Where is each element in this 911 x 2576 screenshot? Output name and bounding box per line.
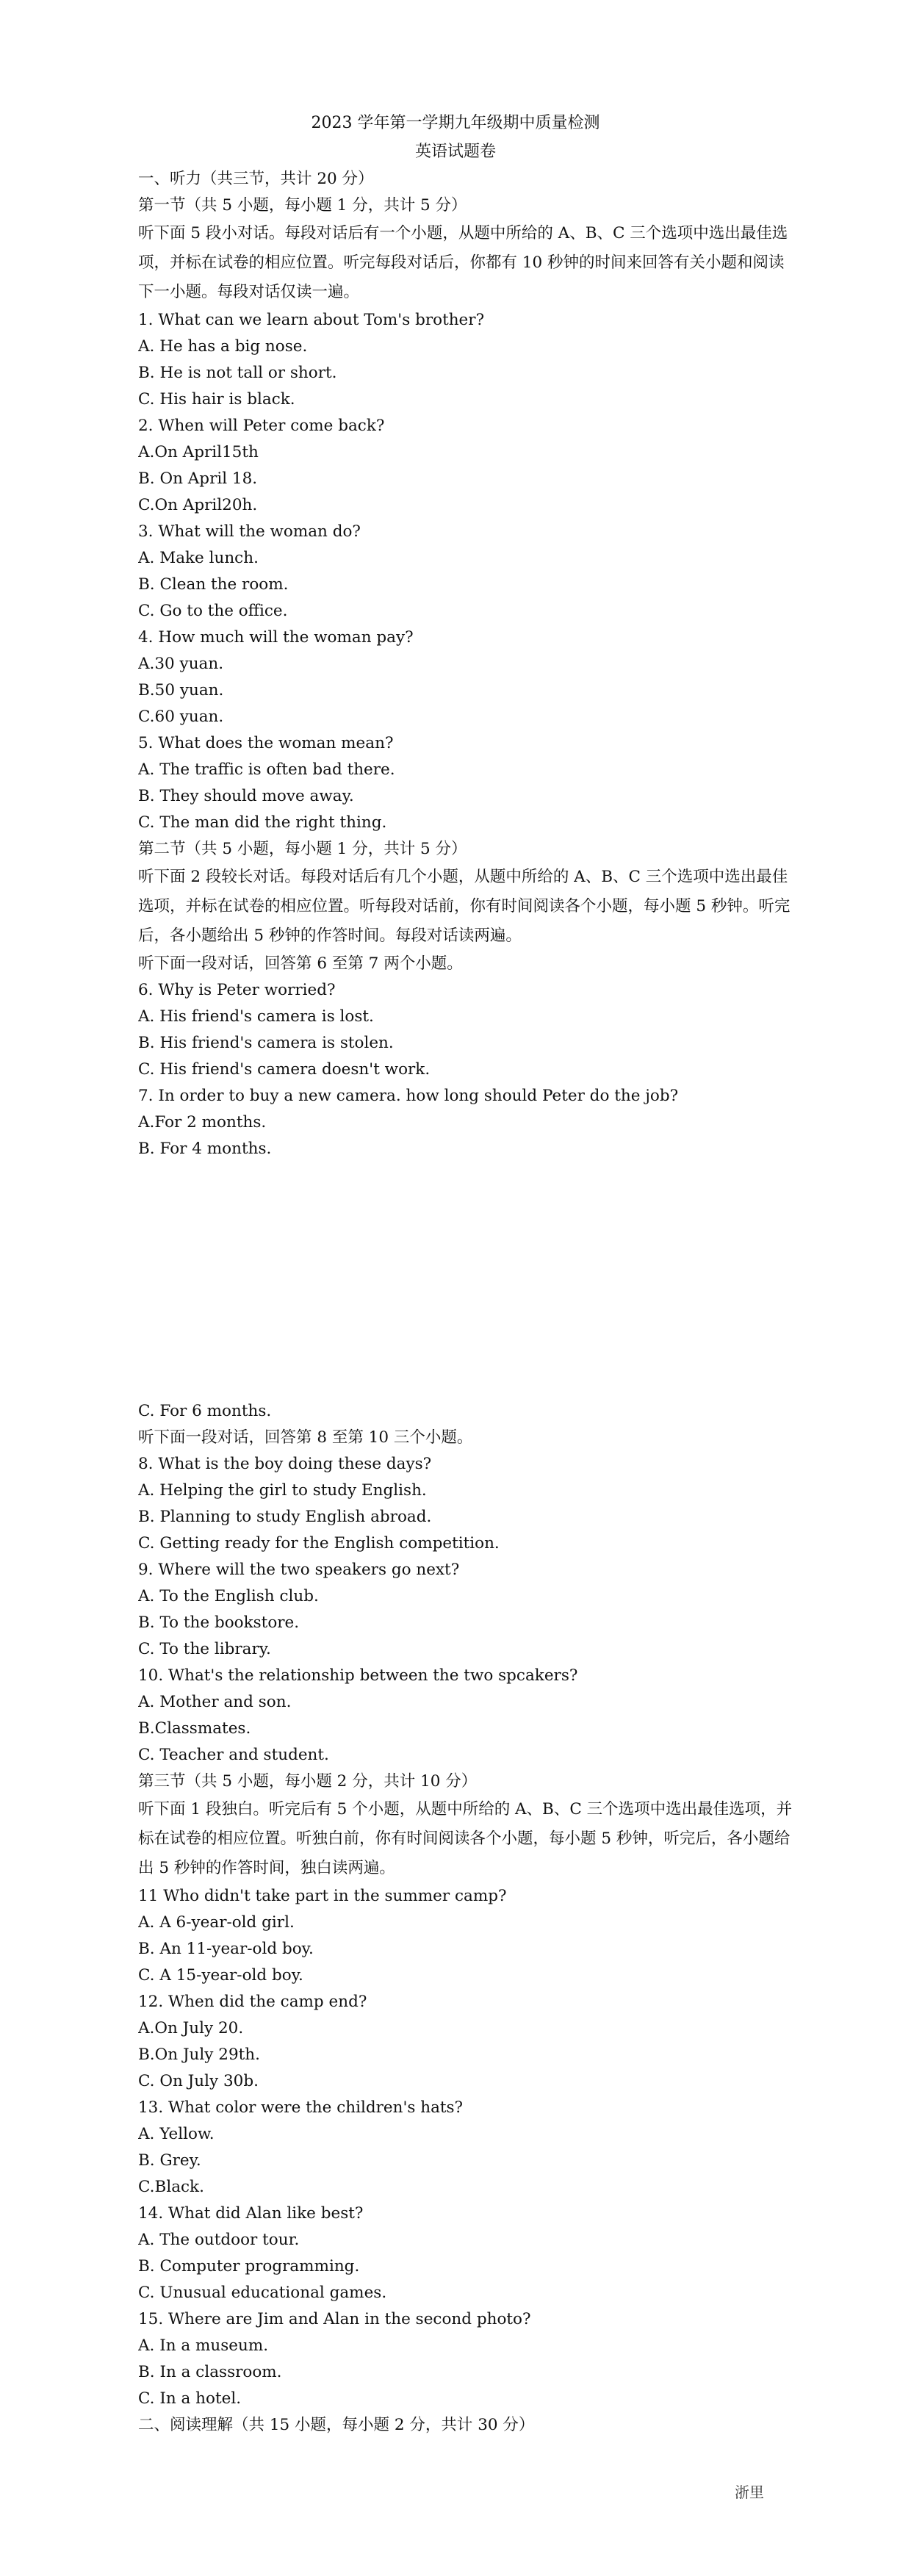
option-a: A. Mother and son. (138, 1693, 292, 1711)
option-c: C. Go to the office. (138, 602, 288, 620)
option-b: B. Grey. (138, 2151, 201, 2170)
option-b: B. An 11-year-old boy. (138, 1940, 314, 1958)
section-instructions-2: 听下面 2 段较长对话。每段对话后有几个小题，从题中所给的 A、B、C 三个选项中选出最佳选项，并标在试卷的相应位置。听每段对话前，你有时间阅读各个小题，每小题 5 秒钟。听完后，各小题给出 5 秒钟的作答时间。每段对话读两遍。 (138, 868, 791, 945)
page-title: 2023 学年第一学期九年级期中质量检测 (311, 114, 600, 132)
part-heading-listening: 一、听力（共三节，共计 20 分） (138, 170, 374, 188)
question-stem: 15. Where are Jim and Alan in the second photo? (138, 2310, 531, 2328)
option-a: A. Yellow. (138, 2125, 215, 2143)
option-b: B. He is not tall or short. (138, 364, 337, 382)
option-c: C. The man did the right thing. (138, 813, 387, 832)
option-a: A. He has a big nose. (138, 337, 308, 356)
option-a: A.On July 20. (138, 2019, 244, 2037)
option-b: B. They should move away. (138, 787, 354, 805)
option-c: C. Teacher and student. (138, 1746, 329, 1764)
option-a: A. A 6-year-old girl. (138, 1913, 295, 1932)
option-c: C.60 yuan. (138, 708, 224, 726)
option-b: B.Classmates. (138, 1719, 251, 1738)
option-b: B.On July 29th. (138, 2046, 260, 2064)
option-a: A.30 yuan. (138, 655, 224, 673)
option-a: A. Make lunch. (138, 549, 259, 567)
option-b: B.50 yuan. (138, 681, 224, 699)
section-instructions-3: 听下面 1 段独白。听完后有 5 个小题，从题中所给的 A、B、C 三个选项中选出最佳选项，并标在试卷的相应位置。听独白前，你有时间阅读各个小题，每小题 5 秒钟，听完后，各小题给出 5 秒钟的作答时间，独白读两遍。 (138, 1800, 793, 1877)
footer-watermark: 浙里 (735, 2483, 764, 2501)
question-stem: 1. What can we learn about Tom's brother? (138, 311, 485, 329)
question-stem: 14. What did Alan like best? (138, 2204, 364, 2223)
option-c: C. For 6 months. (138, 1402, 272, 1420)
question-stem: 3. What will the woman do? (138, 522, 361, 541)
dialogue-intro: 听下面一段对话，回答第 6 至第 7 两个小题。 (138, 954, 463, 973)
question-stem: 13. What color were the children's hats? (138, 2098, 464, 2117)
question-stem: 2. When will Peter come back? (138, 417, 385, 435)
question-stem: 4. How much will the woman pay? (138, 628, 414, 647)
question-stem: 11 Who didn't take part in the summer camp? (138, 1887, 507, 1905)
question-stem: 6. Why is Peter worried? (138, 981, 336, 999)
option-a: A. The outdoor tour. (138, 2231, 300, 2249)
question-stem: 8. What is the boy doing these days? (138, 1455, 432, 1473)
option-c: C.On April20h. (138, 496, 258, 514)
question-stem: 10. What's the relationship between the two spcakers? (138, 1666, 578, 1685)
section-heading-2: 第二节（共 5 小题，每小题 1 分，共计 5 分） (138, 840, 467, 858)
option-c: C.Black. (138, 2178, 204, 2196)
dialogue-intro: 听下面一段对话，回答第 8 至第 10 三个小题。 (138, 1428, 473, 1447)
section-heading-1: 第一节（共 5 小题，每小题 1 分，共计 5 分） (138, 196, 467, 215)
option-c: C. Unusual educational games. (138, 2284, 387, 2302)
option-c: C. His hair is black. (138, 390, 295, 409)
section-instructions-1: 听下面 5 段小对话。每段对话后有一个小题，从题中所给的 A、B、C 三个选项中选出最佳选项，并标在试卷的相应位置。听完每段对话后，你都有 10 秒钟的时间来回答有关小题和阅读下一小题。每段对话仅读一遍。 (138, 224, 788, 301)
question-stem: 5. What does the woman mean? (138, 734, 394, 752)
section-heading-3: 第三节（共 5 小题，每小题 2 分，共计 10 分） (138, 1772, 478, 1791)
option-c: C. A 15-year-old boy. (138, 1966, 303, 1985)
part-heading-reading: 二、阅读理解（共 15 小题，每小题 2 分，共计 30 分） (138, 2416, 535, 2434)
option-c: C. Getting ready for the English competition. (138, 1534, 500, 1553)
option-b: B. In a classroom. (138, 2363, 282, 2381)
question-stem: 7. In order to buy a new camera. how long should Peter do the job? (138, 1087, 679, 1105)
option-b: B. Planning to study English abroad. (138, 1508, 432, 1526)
option-a: A.On April15th (138, 443, 259, 461)
option-a: A.For 2 months. (138, 1113, 267, 1132)
option-a: A. His friend's camera is lost. (138, 1007, 374, 1026)
option-b: B. His friend's camera is stolen. (138, 1034, 394, 1052)
option-c: C. To the library. (138, 1640, 271, 1658)
option-a: A. To the English club. (138, 1587, 319, 1605)
option-b: B. On April 18. (138, 469, 258, 488)
option-a: A. The traffic is often bad there. (138, 760, 395, 779)
page-subtitle: 英语试题卷 (414, 143, 496, 161)
content-block-upper (138, 166, 799, 1162)
option-b: B. Computer programming. (138, 2257, 360, 2275)
question-stem: 12. When did the camp end? (138, 1993, 367, 2011)
option-c: C. In a hotel. (138, 2389, 242, 2408)
option-b: B. To the bookstore. (138, 1613, 300, 1632)
option-b: B. For 4 months. (138, 1140, 272, 1158)
content-block-lower (138, 1398, 799, 2439)
option-b: B. Clean the room. (138, 575, 289, 594)
option-c: C. On July 30b. (138, 2072, 259, 2090)
question-stem: 9. Where will the two speakers go next? (138, 1561, 460, 1579)
option-c: C. His friend's camera doesn't work. (138, 1060, 431, 1079)
option-a: A. In a museum. (138, 2336, 269, 2355)
option-a: A. Helping the girl to study English. (138, 1481, 427, 1500)
